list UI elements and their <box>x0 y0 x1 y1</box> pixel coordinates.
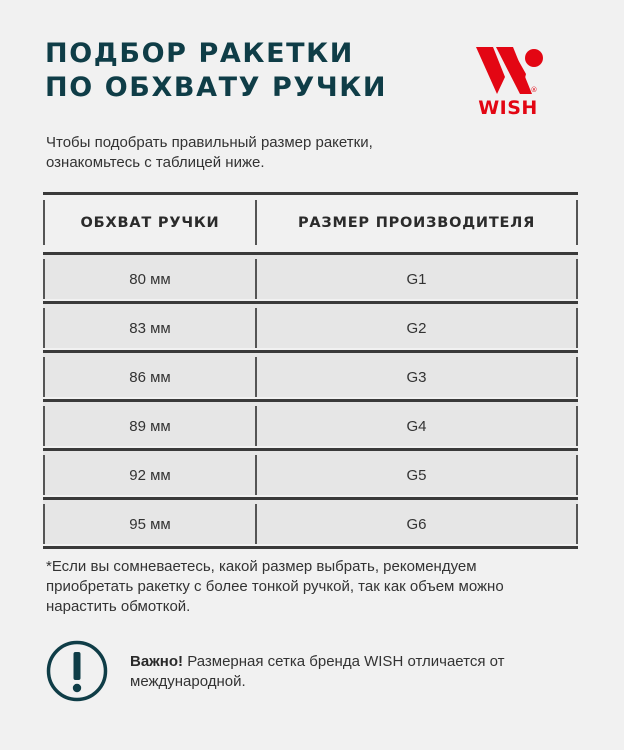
table-row <box>43 497 578 544</box>
column-header-size: РАЗМЕР ПРОИЗВОДИТЕЛЯ <box>255 200 578 245</box>
intro-text: Чтобы подобрать правильный размер ракетки, ознакомьтесь с таблицей ниже. <box>46 134 373 171</box>
size-cell: G2 <box>255 308 578 348</box>
table-row <box>43 399 578 446</box>
grip-cell: 95 мм <box>43 504 255 544</box>
grip-cell: 83 мм <box>43 308 255 348</box>
table-row <box>43 252 578 299</box>
svg-text:WISH: WISH <box>478 97 538 118</box>
notice-body: Размерная сетка бренда WISH отличается от международной. <box>130 653 505 690</box>
page-title-line-1: ПОДБОР РАКЕТКИ <box>45 38 354 69</box>
size-cell: G1 <box>255 259 578 299</box>
grip-cell: 92 мм <box>43 455 255 495</box>
table-row <box>43 350 578 397</box>
size-cell: G4 <box>255 406 578 446</box>
size-cell: G6 <box>255 504 578 544</box>
table-row <box>43 448 578 495</box>
size-cell: G3 <box>255 357 578 397</box>
grip-cell: 86 мм <box>43 357 255 397</box>
page-title-line-2: ПО ОБХВАТУ РУЧКИ <box>45 72 388 103</box>
grip-cell: 89 мм <box>43 406 255 446</box>
grip-size-table <box>43 192 578 549</box>
grip-cell: 80 мм <box>43 259 255 299</box>
notice-text <box>130 652 550 692</box>
size-cell: G5 <box>255 455 578 495</box>
page-title <box>45 37 387 105</box>
column-header-grip: ОБХВАТ РУЧКИ <box>43 200 255 245</box>
table-bottom-border <box>43 546 578 549</box>
exclamation-circle-icon <box>46 640 108 702</box>
table-row <box>43 301 578 348</box>
notice-bold-label: Важно! <box>130 653 184 670</box>
wish-logo <box>474 44 550 118</box>
wish-logo-icon <box>474 44 550 118</box>
table-header-row <box>43 192 578 250</box>
footnote-text: *Если вы сомневаетесь, какой размер выбрать, рекомендуем приобретать ракетку с более тонкой ручкой, так как объем можно нарастить обмоткой. <box>46 558 504 615</box>
svg-text:®: ® <box>530 86 538 94</box>
